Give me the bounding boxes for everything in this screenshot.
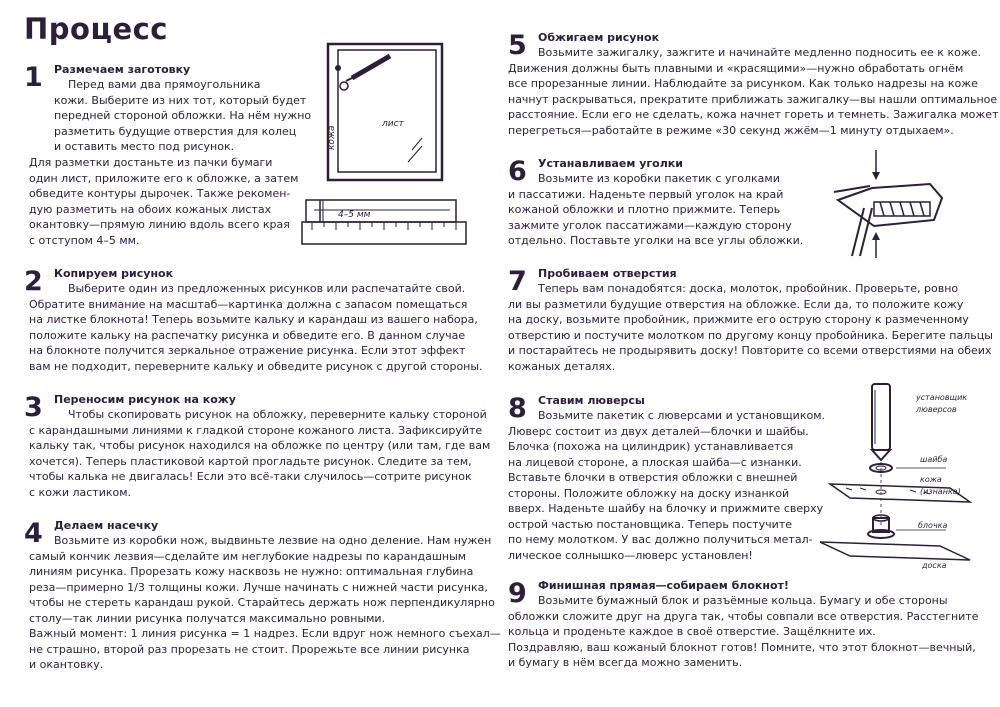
step-number: 2 [24,266,43,297]
label-shaiba: шайба [920,455,948,464]
label-list: лист [382,119,404,129]
step-8 [508,393,826,568]
step-number: 3 [24,392,43,423]
step-4 [24,518,501,688]
step-text: Возьмите бумажный блок и разъёмные кольца. Бумагу и обе стороны обложки сложите друг на друга так, чтобы совпали все отверстия. Расстегните кольца и проденьте каждое в своё отверстие. Защёлкните их. Поздравляю, ваш кожаный блокнот готов! Помните, что этот блокнот—вечный, и бумагу в нём всегда можно заменить. [508,594,979,669]
label-koja-1: кожа [920,475,942,484]
step-2 [24,266,484,376]
step-number: 9 [508,578,527,609]
step-number: 5 [508,30,527,61]
step-heading: Размечаем заготовку [54,63,191,76]
step-1 [24,62,312,252]
step-7 [508,266,993,381]
step-text: Возьмите зажигалку, зажгите и начинайте медленно подносить ее к коже. Движения должны быть плавными и «красящими»—нужно обработать огнём все прорезанные линии. Наблюдайте за рисунком. Как только надрезы на коже начнут раскрываться, прекратите приближать зажигалку—вы нашли оптимальное расстояние. Если его не сделать, кожа начнет гореть и темнеть. Зажигалка может перегреться—работайте в режиме «30 секунд жжём—1 минуту отдыхаем». [508,46,999,137]
step-text: Возьмите из коробки пакетик с уголками и пассатижи. Наденьте первый уголок на край кожаной обложки и плотно прижмите. Теперь зажмите уголок пассатижами—каждую сторону отдельно. Поставьте уголки на все углы обложки. [508,172,804,247]
step-number: 7 [508,266,527,297]
label-koja: кожа [327,125,337,150]
label-blochka: блочка [918,521,948,530]
step-text-cont: Для разметки достаньте из пачки бумаги один лист, приложите его к обложке, а затем обведите контуры дырочек. Также рекомен- дую разметить на обоих кожаных листах окантовку—прямую линию вдоль всего края с отступом 4–5 мм. [29,156,299,247]
page-title: Процесс [24,12,168,46]
step-heading: Переносим рисунок на кожу [54,393,236,406]
step-text: Возьмите пакетик с люверсами и установщиком. Люверс состоит из двух деталей—блочки и шайбы. Блочка (похожа на цилиндрик) устанавливается на лицевой стороне, а плоская шайба—с изнанки. Вставьте блочки в отверстия обложки с внешней стороны. Положите обложку на доску изнанкой вверх. Наденьте шайбу на блочку и прижмите сверху острой частью постановщика. Теперь постучите по нему молотком. У вас должно получиться метал- лическое солнышко—люверс установлен! [508,409,826,562]
step-number: 8 [508,393,527,424]
step-6 [508,156,808,256]
step-number: 4 [24,518,43,549]
step-heading: Копируем рисунок [54,267,174,280]
pliers-illustration [830,146,950,266]
step-heading: Финишная прямая—собираем блокнот! [538,579,789,592]
ruler-illustration [300,196,470,251]
step-3 [24,392,491,502]
label-ustanovshik-1: установщик [916,393,968,402]
sheet-illustration [322,38,452,188]
step-heading: Пробиваем отверстия [538,267,677,280]
step-5 [508,30,999,145]
grommet-illustration [820,378,980,574]
label-doska: доска [922,561,947,570]
step-heading: Устанавливаем уголки [538,157,683,170]
step-number: 1 [24,62,43,93]
step-heading: Обжигаем рисунок [538,31,660,44]
step-9 [508,578,988,673]
step-text: Чтобы скопировать рисунок на обложку, переверните кальку стороной с карандашными линиями к гладкой стороне кожаного листа. Зафиксируйте кальку так, чтобы рисунок находился на обложке по центру (или там, где вам хочется). Теперь пластиковой картой прогладьте рисунок. Следите за тем, чтобы калька не двигалась! Если это всё-таки случилось—сотрите рисунок с кожи ластиком. [29,408,491,499]
label-mm: 4–5 мм [338,210,371,220]
step-text: Выберите один из предложенных рисунков или распечатайте свой. Обратите внимание на масштаб—картинка должна с запасом помещаться на листке блокнота! Теперь возьмите кальку и карандаш из вашего набора, положите кальку на распечатку рисунка и обведите его. В данном случае на блокноте получится зеркальное отражение рисунка. Если этот эффект вам не подходит, переверните кальку и обведите рисунок с другой стороны. [29,282,483,373]
step-text: Возьмите из коробки нож, выдвиньте лезвие на одно деление. Нам нужен самый кончик лезвия—сделайте им неглубокие надрезы по карандашным линиям рисунка. Прорезать кожу насквозь не нужно: оптимальная глубина реза—примерно 1/3 толщины кожи. Лучше начинать с нижней части рисунка, чтобы не стереть карандаш рукой. Старайтесь держать нож перпендикулярно столу—так линии рисунка получатся максимально ровными. Важный момент: 1 линия рисунка = 1 надрез. Если вдруг нож немного съехал— не страшно, второй раз прорезать не стоит. Прорежьте все линии рисунка и окантовку. [29,534,501,671]
step-heading: Ставим люверсы [538,394,645,407]
step-text: Перед вами два прямоугольника кожи. Выберите из них тот, который будет передней стороной обложки. На нём нужно разметить будущие отверстия для колец и оставить место под рисунок. [54,78,312,153]
label-koja-2: (изнанка) [920,487,961,496]
step-heading: Делаем насечку [54,519,159,532]
step-number: 6 [508,156,527,187]
step-text: Теперь вам понадобятся: доска, молоток, пробойник. Проверьте, ровно ли вы разметили будущие отверстия на обложке. Если да, то положите кожу на доску, возьмите пробойник, прижмите его острую сторону к размеченному отверстию и постучите молотком по другому концу пробойника. Берегите пальцы и постарайтесь не продырявить доску! Повторите со всеми отверстиями на обеих кожаных деталях. [508,282,993,373]
label-ustanovshik-2: люверсов [916,405,957,414]
